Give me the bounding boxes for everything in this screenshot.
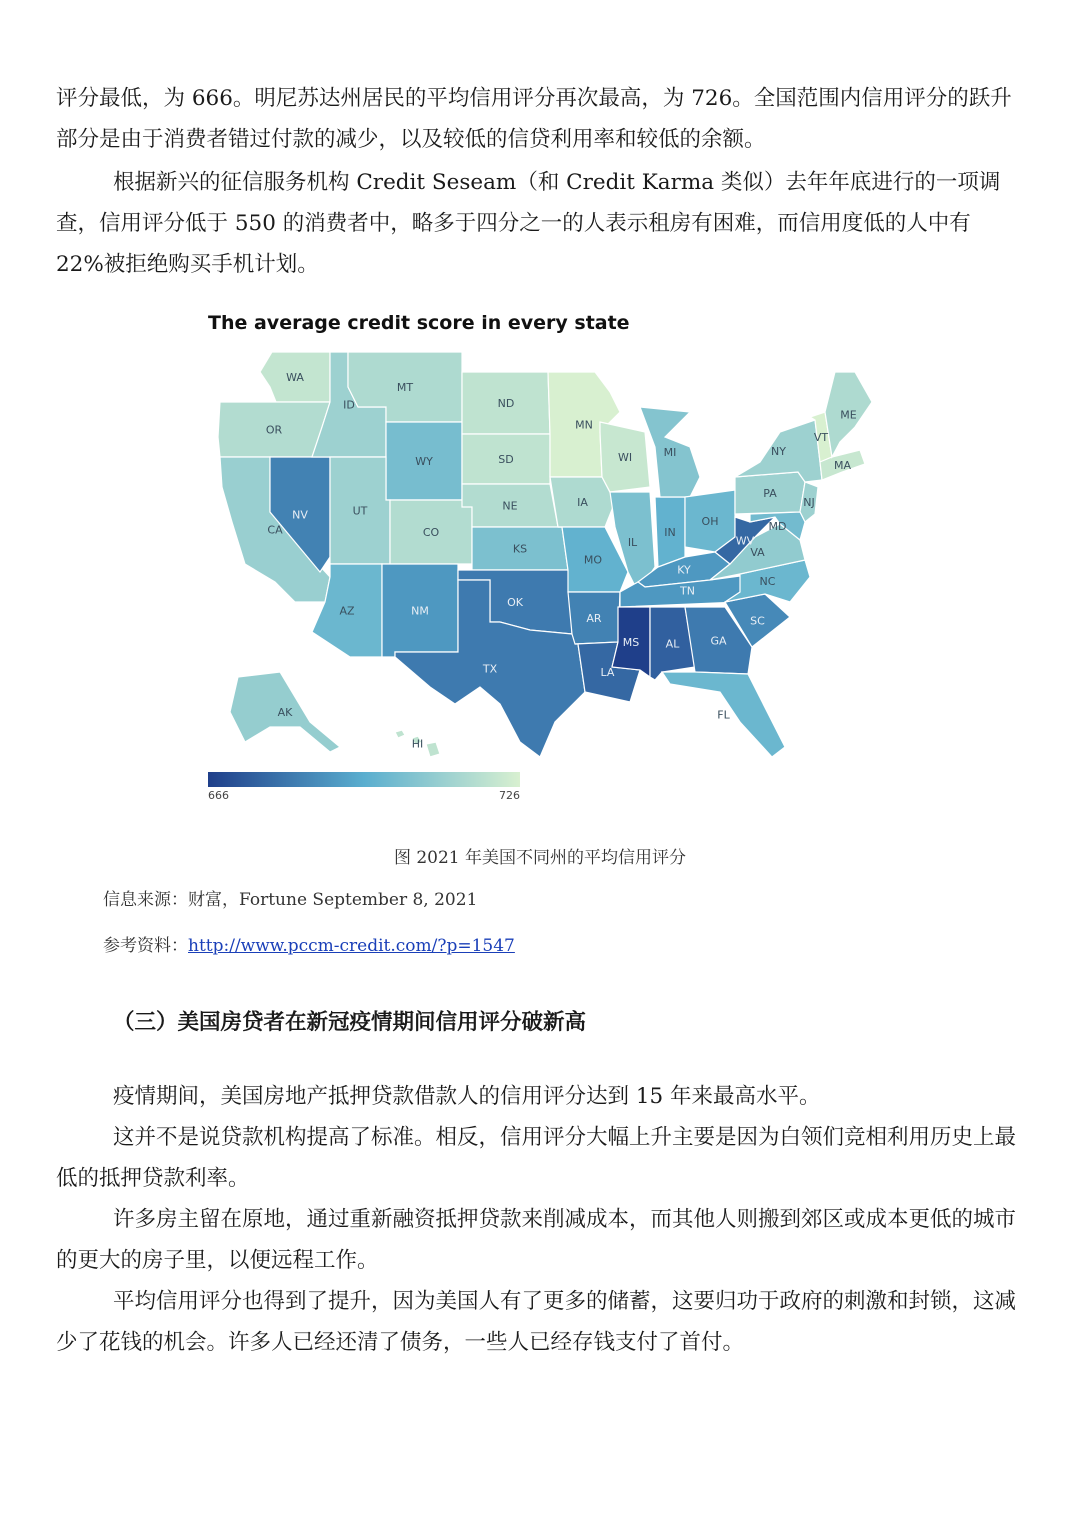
state-label-in: IN: [664, 526, 676, 539]
state-label-ky: KY: [677, 563, 691, 577]
paragraph: 根据新兴的征信服务机构 Credit Seseam（和 Credit Karma 类似）去年年底进行的一项调查，信用评分低于 550 的消费者中，略多于四分之一的人表示租房有困难，而信用度低的人中有 22%被拒绝购买手机计划。: [56, 170, 1001, 277]
state-label-ny: NY: [771, 445, 786, 458]
state-label-ok: OK: [507, 596, 523, 609]
state-label-ak: AK: [277, 706, 293, 719]
state-label-co: CO: [422, 526, 440, 539]
legend-color-bar: [208, 772, 520, 787]
state-label-nc: NC: [759, 575, 776, 588]
state-label-wi: WI: [617, 451, 633, 464]
paragraph: 评分最低，为 666。明尼苏达州居民的平均信用评分再次最高，为 726。全国范围内信用评分的跃升部分是由于消费者错过付款的减少，以及较低的信贷利用率和较低的余额。: [56, 86, 1012, 152]
state-label-ca: CA: [267, 523, 283, 537]
paragraph: 疫情期间，美国房地产抵押贷款借款人的信用评分达到 15 年来最高水平。: [113, 1084, 821, 1109]
reference-line: [103, 931, 515, 956]
state-label-ar: AR: [586, 612, 602, 625]
credit-score-map-figure: [200, 302, 880, 812]
state-label-ma: MA: [833, 459, 852, 472]
state-label-me: ME: [840, 408, 857, 422]
map-title: The average credit score in every state: [208, 312, 630, 334]
legend-min-label: 666: [208, 789, 229, 802]
state-label-id: ID: [343, 398, 355, 412]
state-label-al: AL: [665, 637, 680, 651]
state-label-wy: WY: [415, 455, 433, 468]
state-label-il: IL: [627, 536, 638, 549]
state-label-mn: MN: [575, 418, 593, 432]
state-label-az: AZ: [339, 604, 355, 618]
section-heading: （三）美国房贷者在新冠疫情期间信用评分破新高: [113, 1010, 587, 1035]
state-label-ms: MS: [622, 636, 640, 649]
state-label-nv: NV: [292, 508, 308, 522]
state-label-wa: WA: [286, 371, 304, 384]
state-label-sd: SD: [498, 453, 514, 466]
reference-link[interactable]: http://www.pccm-credit.com/?p=1547: [188, 936, 515, 956]
state-label-sc: SC: [750, 614, 765, 628]
state-label-vt: VT: [813, 431, 829, 444]
figure-caption: 图 2021 年美国不同州的平均信用评分: [393, 848, 687, 868]
paragraph: 这并不是说贷款机构提高了标准。相反，信用评分大幅上升主要是因为白领们竞相利用历史上最低的抵押贷款利率。: [56, 1125, 1017, 1191]
intro-paragraph-2: [56, 162, 1024, 285]
us-state-map: [200, 302, 880, 812]
state-label-nd: ND: [497, 397, 515, 410]
intro-paragraph-1: [56, 78, 1024, 160]
state-label-or: OR: [265, 423, 283, 437]
reference-label: 参考资料：: [103, 936, 188, 956]
state-label-ga: GA: [710, 634, 727, 648]
legend-max-label: 726: [499, 789, 520, 802]
state-label-mi: MI: [663, 446, 677, 459]
state-label-pa: PA: [763, 487, 777, 500]
state-label-ia: IA: [577, 496, 588, 509]
state-label-nj: NJ: [803, 496, 815, 509]
state-label-ut: UT: [352, 504, 368, 518]
state-label-wv: WV: [735, 534, 755, 548]
state-label-nm: NM: [411, 604, 429, 618]
state-label-tx: TX: [482, 662, 498, 676]
state-label-la: LA: [600, 666, 615, 679]
state-label-ks: KS: [512, 542, 528, 556]
state-label-fl: FL: [717, 708, 730, 722]
state-label-mt: MT: [396, 381, 414, 394]
state-label-tn: TN: [680, 584, 695, 598]
state-label-va: VA: [750, 546, 765, 559]
body-paragraphs: [56, 1076, 1024, 1363]
state-label-md: MD: [768, 520, 787, 533]
paragraph: 许多房主留在原地，通过重新融资抵押贷款来削减成本，而其他人则搬到郊区或成本更低的城市的更大的房子里，以便远程工作。: [56, 1207, 1017, 1273]
state-label-oh: OH: [701, 515, 719, 528]
state-label-mo: MO: [583, 553, 603, 567]
paragraph: 平均信用评分也得到了提升，因为美国人有了更多的储蓄，这要归功于政府的刺激和封锁，这减少了花钱的机会。许多人已经还清了债务，一些人已经存钱支付了首付。: [56, 1289, 1017, 1355]
state-label-hi: HI: [411, 737, 424, 751]
state-label-ne: NE: [502, 499, 518, 513]
source-line: 信息来源：财富，Fortune September 8, 2021: [103, 890, 478, 910]
